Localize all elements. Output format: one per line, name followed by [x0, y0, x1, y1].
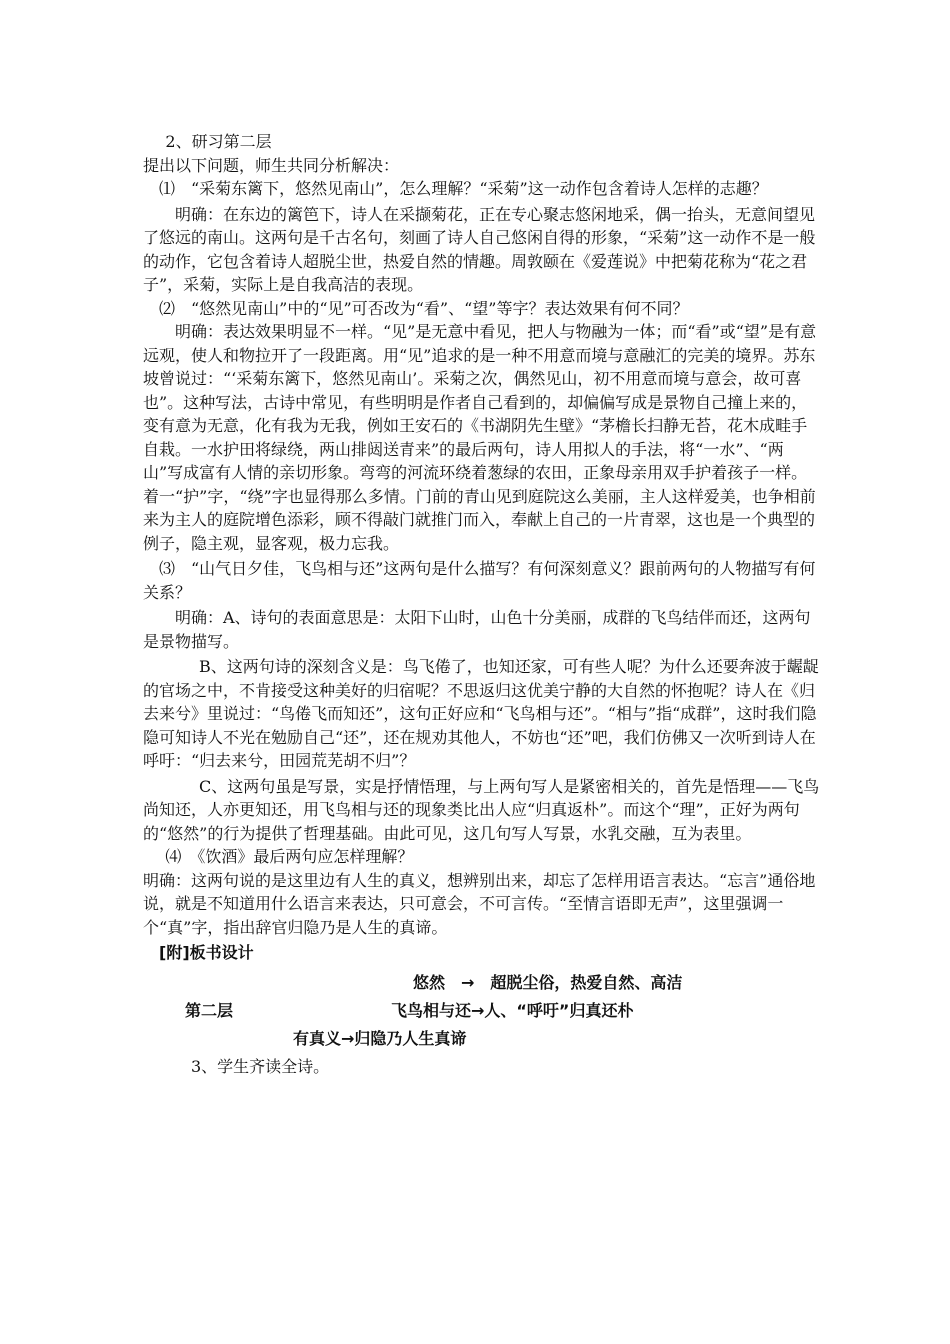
board-design	[143, 967, 823, 1087]
board-row-1: 悠然 → 超脱尘俗，热爱自然、高洁	[413, 972, 683, 992]
document-body	[143, 130, 823, 1087]
question-2: ⑵ “悠然见南山”中的“见”可否改为“看”、“望”等字？表达效果有何不同？	[159, 298, 689, 318]
answer-3b: B、这两句诗的深刻含义是：鸟飞倦了，也知还家，可有些人呢？为什么还要奔波于龌龊的官场之中，不肯接受这种美好的归宿呢？不思返归这优美宁静的大自然的怀抱呢？诗人在《归去来兮》里说过：“鸟倦飞而知还”，这句正好应和“飞鸟相与还”。“相与”指“成群”，这时我们隐隐可知诗人不光在勉励自己“还”，还在规劝其他人，不妨也“还”吧，我们仿佛又一次听到诗人在呼吁：“归去来兮，田园荒芜胡不归”？	[143, 657, 819, 770]
question-3: ⑶ “山气日夕佳，飞鸟相与还”这两句是什么描写？有何深刻意义？跟前两句的人物描写有何关系？	[143, 559, 816, 602]
closing-text: 3、学生齐读全诗。	[191, 1056, 330, 1076]
board-row-2: 飞鸟相与还→人、“呼吁”归真还朴	[391, 1000, 634, 1020]
answer-4: 明确：这两句说的是这里边有人生的真义，想辨别出来，却忘了怎样用语言表达。“忘言”通俗地说，就是不知道用什么语言来表达，只可意会，不可言传。“至情言语即无声”，这里强调一个“真”字，指出辞官归隐乃是人生的真谛。	[143, 870, 816, 937]
board-heading: [附]板书设计	[159, 943, 254, 962]
intro-text: 提出以下问题，师生共同分析解决：	[143, 155, 400, 175]
answer-3a: 明确：A、诗句的表面意思是：太阳下山时，山色十分美丽，成群的飞鸟结伴而还，这两句是景物描写。	[143, 608, 811, 651]
question-1: ⑴ “采菊东篱下，悠然见南山”，怎么理解？“采菊”这一动作包含着诗人怎样的志趣？	[159, 179, 768, 198]
answer-3c: C、这两句虽是写景，实是抒情悟理，与上两句写人是紧密相关的，首先是悟理——飞鸟尚知还，人亦更知还，用飞鸟相与还的现象类比出人应“归真返朴”。而这个“理”，正好为两句的“悠然”的行为提供了哲理基础。由此可见，这几句写人写景，水乳交融，互为表里。	[143, 776, 820, 843]
board-layer-label: 第二层	[185, 1000, 234, 1020]
section-heading: 2、研习第二层	[165, 132, 272, 151]
question-4: ⑷ 《饮酒》最后两句应怎样理解？	[165, 847, 414, 866]
board-row-3: 有真义→归隐乃人生真谛	[293, 1028, 467, 1048]
answer-1: 明确：在东边的篱笆下，诗人在采撷菊花，正在专心聚志悠闲地采，偶一抬头，无意间望见了悠远的南山。这两句是千古名句，刻画了诗人自己悠闲自得的形象，“采菊”这一动作不是一般的动作，它包含着诗人超脱尘世，热爱自然的情趣。周敦颐在《爱莲说》中把菊花称为“花之君子”，采菊，实际上是自我高洁的表现。	[143, 204, 816, 294]
answer-2: 明确：表达效果明显不一样。“见”是无意中看见，把人与物融为一体；而“看”或“望”是有意远观，使人和物拉开了一段距离。用“见”追求的是一种不用意而境与意融汇的完美的境界。苏东坡曾说过：“‘采菊东篱下，悠然见南山’。采菊之次，偶然见山，初不用意而境与意会，故可喜也”。这种写法，古诗中常见，有些明明是作者自己看到的，却偏偏写成是景物自己撞上来的，变有意为无意，化有我为无我，例如王安石的《书湖阴先生壁》“茅檐长扫静无苔，花木成畦手自栽。一水护田将绿绕，两山排闼送青来”的最后两句，诗人用拟人的手法，将“一水”、“两山”写成富有人情的亲切形象。弯弯的河流环绕着葱绿的农田，正象母亲用双手护着孩子一样。着一“护”字，“绕”字也显得那么多情。门前的青山见到庭院这么美丽，主人这样爱美，也争相前来为主人的庭院增色添彩，顾不得敲门就推门而入，奉献上自己的一片青翠，这也是一个典型的例子，隐主观，显客观，极力忘我。	[143, 322, 817, 553]
